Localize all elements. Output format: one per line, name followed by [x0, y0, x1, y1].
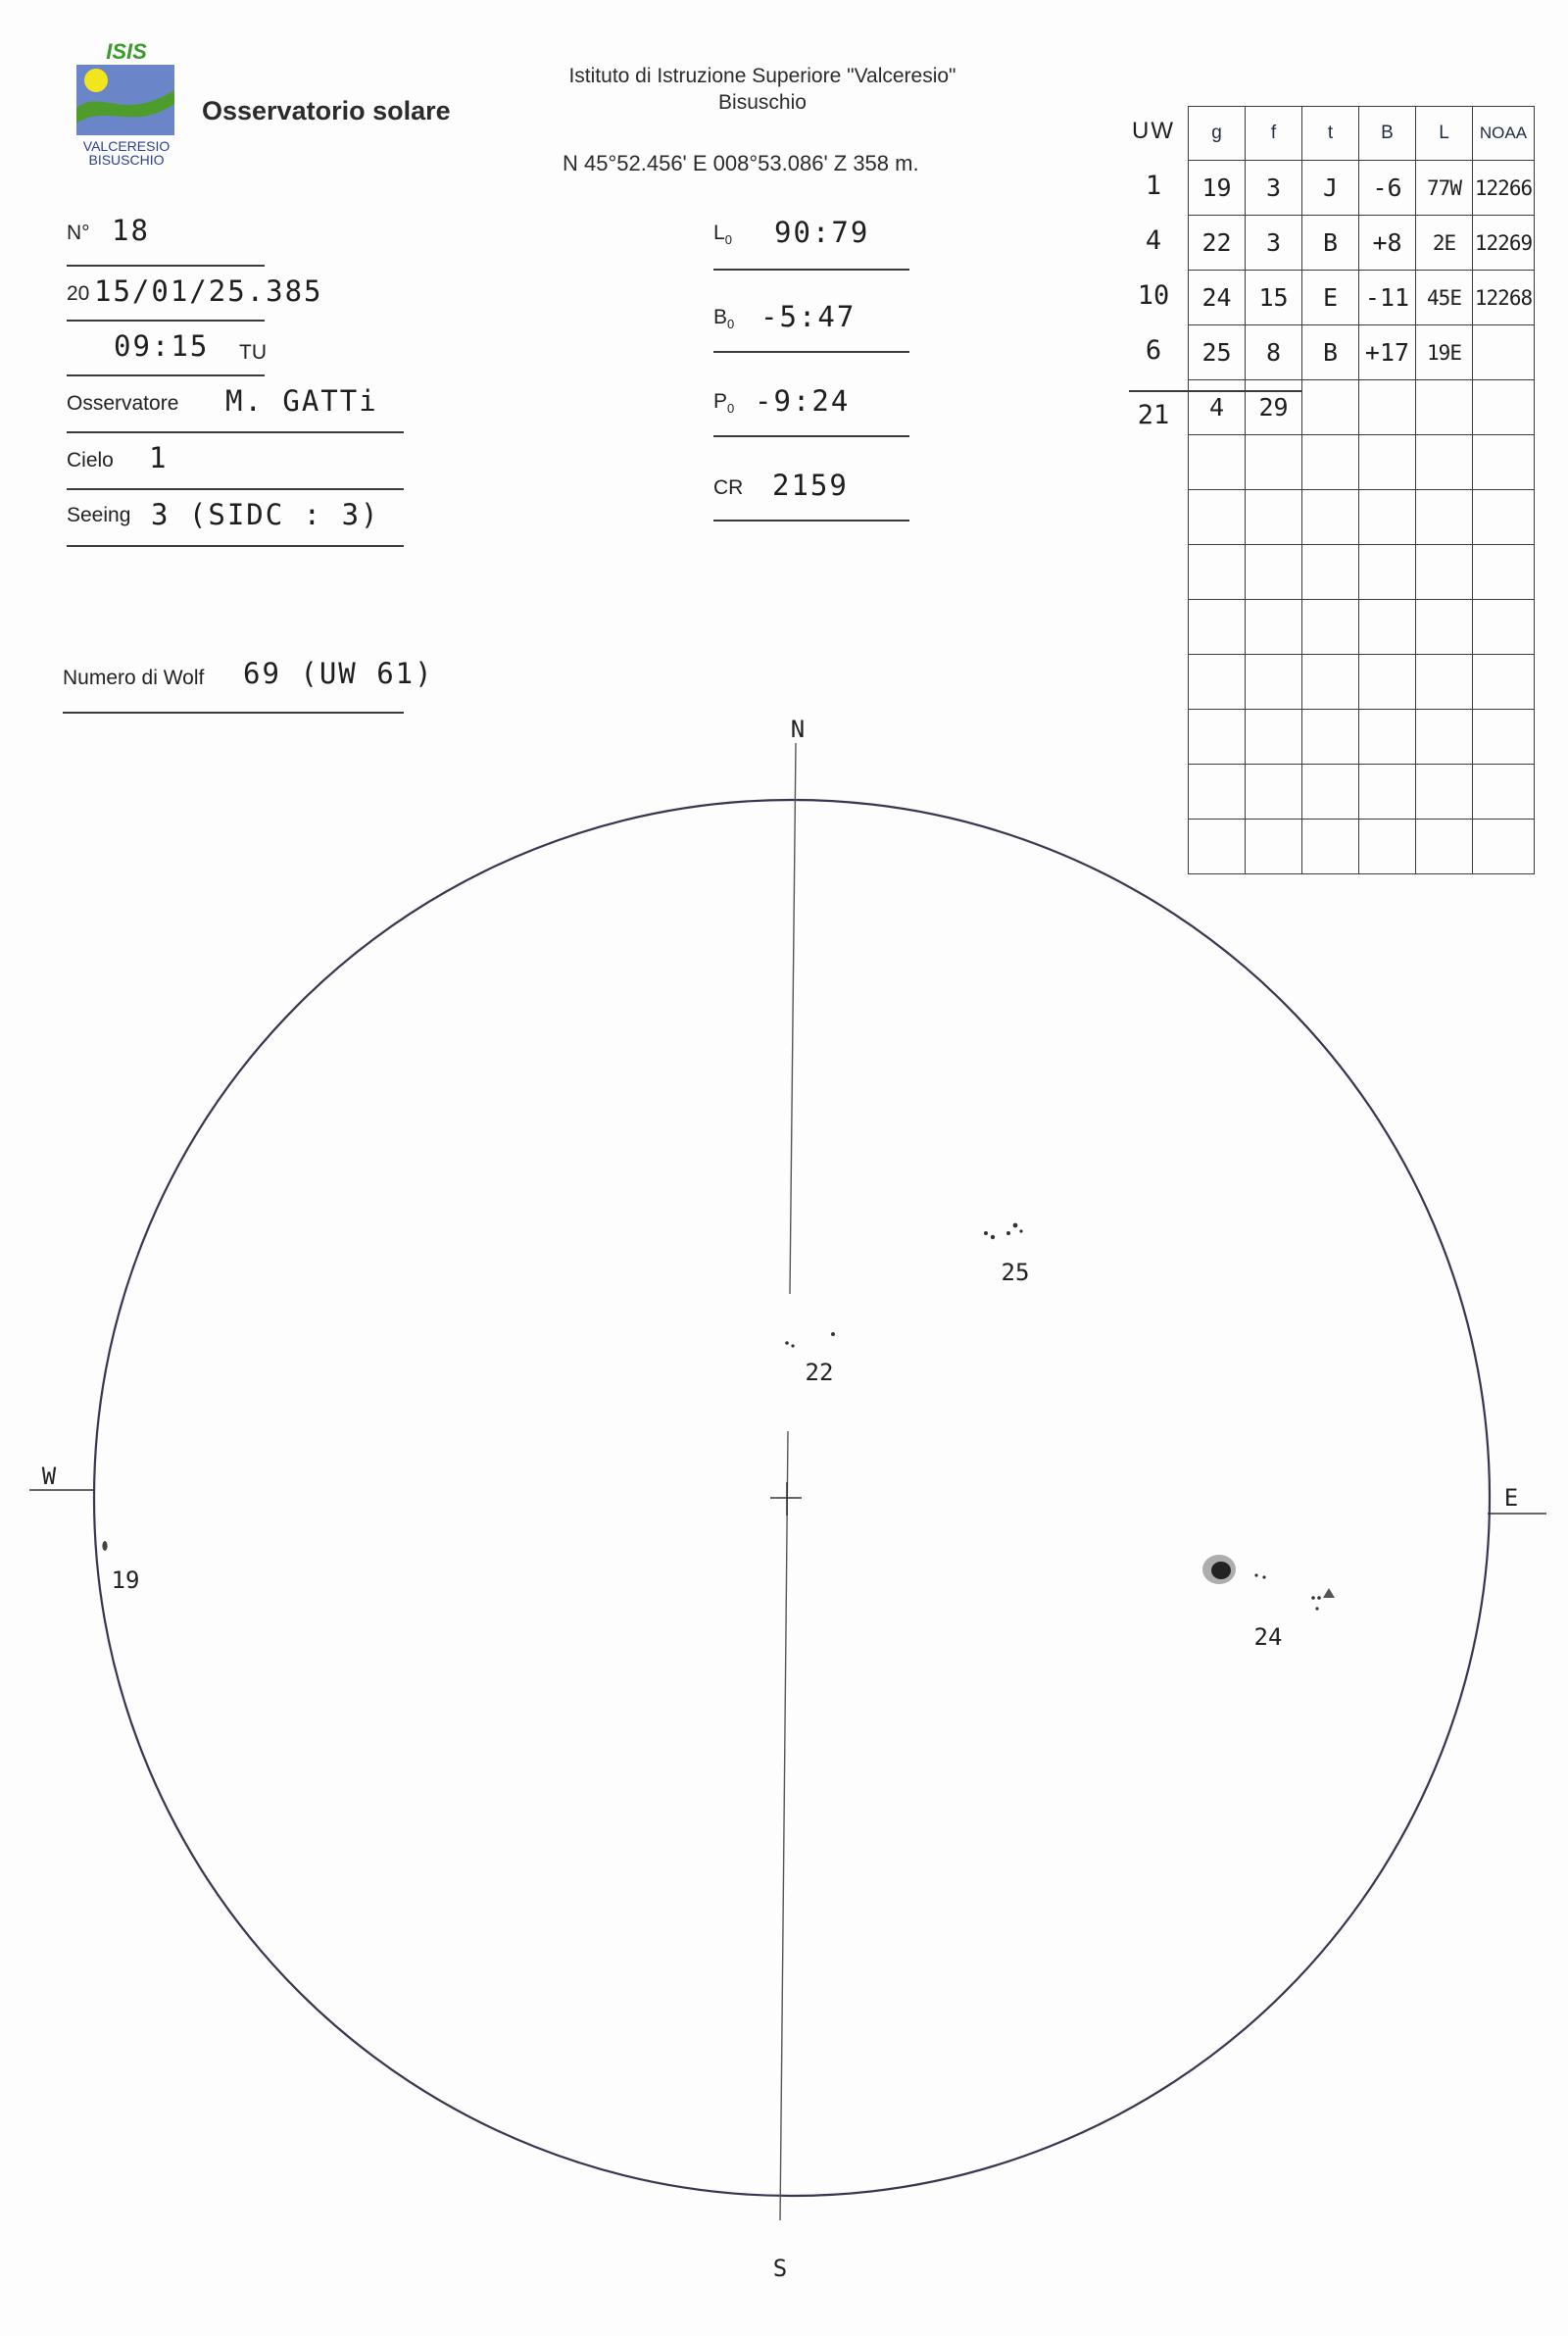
b0-label [713, 306, 734, 331]
cr-label: CR [713, 476, 744, 499]
date-rule [67, 320, 265, 322]
observer-rule [67, 431, 404, 433]
cell-empty [1473, 600, 1535, 655]
wolf-label: Numero di Wolf [63, 667, 205, 689]
cell-f: 3 [1246, 161, 1302, 216]
time-value: 09:15 [114, 329, 210, 363]
logo-caption-2: BISUSCHIO [88, 152, 165, 168]
cell-l: 45E [1416, 271, 1473, 325]
cell-empty [1302, 545, 1359, 600]
uw-header: UW [1132, 118, 1175, 144]
cell-f: 8 [1246, 325, 1302, 380]
l0-rule [713, 269, 909, 271]
cell-g: 19 [1189, 161, 1246, 216]
sunspot-group-22 [785, 1332, 835, 1386]
cell-t: B [1302, 325, 1359, 380]
cell-g: 22 [1189, 216, 1246, 271]
time-rule [67, 374, 265, 376]
cell-noaa [1473, 325, 1535, 380]
cell-empty [1359, 600, 1416, 655]
uw-value-2: 4 [1145, 225, 1162, 256]
cell-l: 19E [1416, 325, 1473, 380]
number-value: 18 [112, 214, 150, 247]
uw-value-4: 6 [1145, 335, 1162, 366]
cell-t: E [1302, 271, 1359, 325]
cell-empty [1416, 435, 1473, 490]
p0-value: -9:24 [755, 384, 851, 418]
col-g: g [1189, 107, 1246, 161]
wolf-value: 69 (UW 61) [243, 657, 434, 690]
logo-caption-1: VALCERESIO [82, 138, 171, 154]
cell-noaa: 12266 [1473, 161, 1535, 216]
table-row-empty [1189, 435, 1535, 490]
logo-text: ISIS [106, 39, 147, 64]
b0-value: -5:47 [760, 300, 857, 333]
north-label: N [790, 716, 806, 743]
cell-empty [1473, 545, 1535, 600]
sky-rule [67, 488, 404, 490]
school-name [537, 63, 988, 116]
table-row [1189, 271, 1535, 325]
cell-g-total: 4 [1189, 380, 1246, 435]
p0-letter: P [713, 390, 728, 413]
sunspot-group-24 [1202, 1555, 1335, 1651]
group-label-22: 22 [805, 1359, 834, 1386]
b0-letter: B [713, 306, 728, 328]
col-b: B [1359, 107, 1416, 161]
l0-sub: 0 [724, 232, 732, 248]
uw-value-1: 1 [1145, 171, 1162, 201]
west-label: W [41, 1463, 57, 1490]
cell-f-total: 29 [1246, 380, 1302, 435]
school-line-1: Istituto di Istruzione Superiore "Valceresio" [568, 65, 956, 87]
sunspot-group-25 [984, 1223, 1029, 1286]
south-label: S [772, 2255, 788, 2282]
l0-letter: L [713, 222, 725, 244]
cell-empty [1359, 490, 1416, 545]
cell-noaa: 12269 [1473, 216, 1535, 271]
observer-value: M. GATTi [225, 384, 378, 418]
cell-empty [1473, 490, 1535, 545]
school-line-2: Bisuschio [718, 91, 807, 114]
col-f: f [1246, 107, 1302, 161]
cell-l: 2E [1416, 216, 1473, 271]
cell-noaa: 12268 [1473, 271, 1535, 325]
cell-b: +8 [1359, 216, 1416, 271]
uw-value-3: 10 [1137, 280, 1170, 311]
cell-b: -11 [1359, 271, 1416, 325]
uw-total: 21 [1137, 400, 1170, 430]
l0-value: 90:79 [774, 216, 870, 249]
cell-l: 77W [1416, 161, 1473, 216]
cell-f: 15 [1246, 271, 1302, 325]
cell-empty [1189, 490, 1246, 545]
table-row-empty [1189, 490, 1535, 545]
date-value: 15/01/25.385 [94, 274, 323, 308]
group-label-24: 24 [1253, 1623, 1283, 1651]
seeing-rule [67, 545, 404, 547]
table-row [1189, 325, 1535, 380]
table-row-empty [1189, 545, 1535, 600]
b0-sub: 0 [727, 317, 735, 332]
table-row-empty [1189, 600, 1535, 655]
cell-empty [1189, 545, 1246, 600]
cell-empty [1302, 490, 1359, 545]
cell-empty [1302, 600, 1359, 655]
cell-empty [1246, 490, 1302, 545]
cell-empty [1189, 600, 1246, 655]
cell-empty [1359, 545, 1416, 600]
cell-empty [1416, 490, 1473, 545]
cell-empty [1246, 435, 1302, 490]
date-prefix: 20 [67, 282, 90, 305]
cell-empty [1416, 380, 1473, 435]
cell-empty [1302, 380, 1359, 435]
cell-t: J [1302, 161, 1359, 216]
cell-empty [1189, 435, 1246, 490]
group-label-25: 25 [1001, 1259, 1030, 1286]
east-label: E [1503, 1484, 1519, 1512]
observer-label: Osservatore [67, 392, 179, 415]
sky-value: 1 [149, 441, 169, 474]
col-noaa: NOAA [1473, 107, 1535, 161]
isis-logo [73, 39, 180, 176]
cell-empty [1359, 380, 1416, 435]
cr-value: 2159 [772, 469, 849, 502]
seeing-value: 3 (SIDC : 3) [151, 498, 380, 531]
cell-empty [1246, 545, 1302, 600]
cr-rule [713, 520, 909, 522]
group-label-19: 19 [111, 1566, 140, 1594]
table-total-row [1189, 380, 1535, 435]
cell-empty [1359, 435, 1416, 490]
solar-disk-drawing [0, 686, 1568, 2336]
cell-b: +17 [1359, 325, 1416, 380]
cell-empty [1302, 435, 1359, 490]
cell-empty [1473, 435, 1535, 490]
site-coordinates: N 45°52.456' E 008°53.086' Z 358 m. [563, 151, 919, 175]
cell-f: 3 [1246, 216, 1302, 271]
table-header-row [1189, 107, 1535, 161]
table-row [1189, 216, 1535, 271]
col-l: L [1416, 107, 1473, 161]
observatory-title: Osservatorio solare [202, 96, 451, 125]
north-axis [790, 743, 796, 1294]
b0-rule [713, 351, 909, 353]
time-unit: TU [239, 341, 267, 364]
cell-empty [1416, 600, 1473, 655]
table-row [1189, 161, 1535, 216]
sky-label: Cielo [67, 449, 114, 472]
l0-label [713, 222, 732, 247]
p0-rule [713, 435, 909, 437]
col-t: t [1302, 107, 1359, 161]
p0-label [713, 390, 734, 416]
cell-t: B [1302, 216, 1359, 271]
cell-g: 25 [1189, 325, 1246, 380]
cell-g: 24 [1189, 271, 1246, 325]
seeing-label: Seeing [67, 504, 131, 526]
south-axis [780, 1431, 788, 2220]
cell-empty [1473, 380, 1535, 435]
p0-sub: 0 [727, 401, 735, 417]
number-label: N° [67, 222, 90, 244]
number-rule [67, 265, 265, 267]
cell-b: -6 [1359, 161, 1416, 216]
cell-empty [1246, 600, 1302, 655]
cell-empty [1416, 545, 1473, 600]
sunspot-group-19 [102, 1541, 139, 1594]
